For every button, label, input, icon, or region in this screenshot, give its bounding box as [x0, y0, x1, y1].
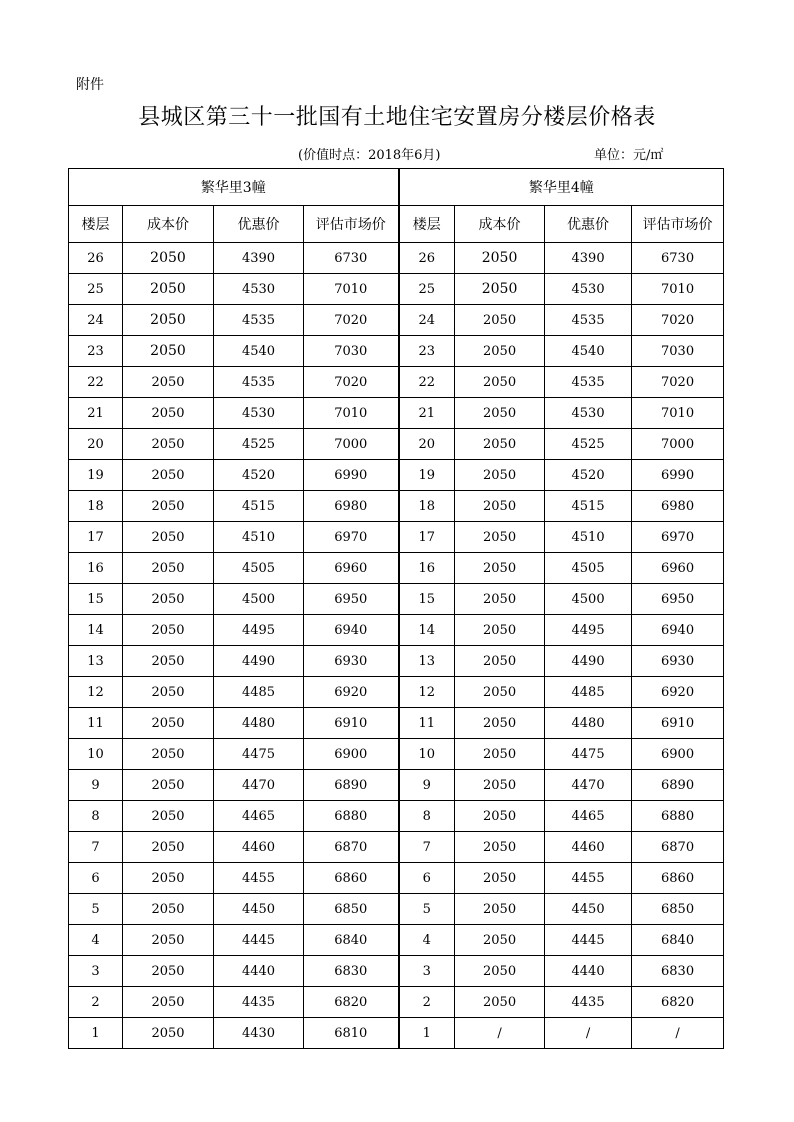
market-cell-right: 7010 [632, 274, 724, 305]
cost-cell-right: 2050 [455, 677, 545, 708]
market-cell-right: 6910 [632, 708, 724, 739]
table-row [69, 398, 724, 429]
discount-cell-right: 4535 [545, 367, 632, 398]
building-right-header: 繁华里4幢 [399, 169, 724, 206]
discount-cell-left: 4520 [214, 460, 304, 491]
market-cell-left: 6950 [304, 584, 399, 615]
market-cell-left: 6730 [304, 243, 399, 274]
market-cell-right: 7010 [632, 398, 724, 429]
table-row [69, 460, 724, 491]
floor-cell-left: 16 [69, 553, 123, 584]
floor-cell-right: 4 [399, 925, 455, 956]
discount-cell-left: 4435 [214, 987, 304, 1018]
cost-cell-right: 2050 [455, 956, 545, 987]
floor-cell-right: 26 [399, 243, 455, 274]
attachment-label: 附件 [76, 77, 104, 93]
cost-cell-left: 2050 [123, 801, 214, 832]
floor-cell-right: 6 [399, 863, 455, 894]
market-cell-left: 7010 [304, 274, 399, 305]
table-row [69, 863, 724, 894]
discount-cell-right: 4390 [545, 243, 632, 274]
cost-cell-right: 2050 [455, 739, 545, 770]
market-cell-left: 6810 [304, 1018, 399, 1049]
cost-cell-left: 2050 [123, 336, 214, 367]
floor-cell-left: 8 [69, 801, 123, 832]
floor-cell-right: 10 [399, 739, 455, 770]
discount-cell-right: 4485 [545, 677, 632, 708]
table-row [69, 1018, 724, 1049]
col-cost-right: 成本价 [455, 206, 545, 243]
market-cell-right: 6820 [632, 987, 724, 1018]
market-cell-left: 7020 [304, 367, 399, 398]
col-discount-left: 优惠价 [214, 206, 304, 243]
discount-cell-left: 4505 [214, 553, 304, 584]
market-cell-left: 6860 [304, 863, 399, 894]
col-market-left: 评估市场价 [304, 206, 399, 243]
cost-cell-right: 2050 [455, 894, 545, 925]
cost-cell-right: 2050 [455, 429, 545, 460]
floor-cell-left: 21 [69, 398, 123, 429]
market-cell-left: 6830 [304, 956, 399, 987]
floor-cell-right: 14 [399, 615, 455, 646]
market-cell-right: 6860 [632, 863, 724, 894]
table-row [69, 987, 724, 1018]
market-cell-right: 6990 [632, 460, 724, 491]
floor-cell-right: 5 [399, 894, 455, 925]
table-row [69, 677, 724, 708]
market-cell-right: 7020 [632, 367, 724, 398]
discount-cell-left: 4515 [214, 491, 304, 522]
cost-cell-right: 2050 [455, 522, 545, 553]
discount-cell-left: 4540 [214, 336, 304, 367]
discount-cell-left: 4535 [214, 305, 304, 336]
cost-cell-right: 2050 [455, 832, 545, 863]
market-cell-right: 6900 [632, 739, 724, 770]
cost-cell-left: 2050 [123, 832, 214, 863]
market-cell-left: 7020 [304, 305, 399, 336]
discount-cell-right: 4515 [545, 491, 632, 522]
floor-cell-right: 1 [399, 1018, 455, 1049]
discount-cell-right: 4540 [545, 336, 632, 367]
column-header-row [69, 206, 724, 243]
floor-cell-right: 15 [399, 584, 455, 615]
discount-cell-right: 4520 [545, 460, 632, 491]
discount-cell-left: 4460 [214, 832, 304, 863]
valuation-date: (价值时点：2018年6月) [298, 148, 441, 163]
discount-cell-right: 4530 [545, 398, 632, 429]
table-row [69, 739, 724, 770]
discount-cell-right: 4500 [545, 584, 632, 615]
cost-cell-right: 2050 [455, 646, 545, 677]
floor-cell-left: 20 [69, 429, 123, 460]
floor-cell-left: 4 [69, 925, 123, 956]
discount-cell-right: 4475 [545, 739, 632, 770]
cost-cell-left: 2050 [123, 429, 214, 460]
floor-cell-left: 5 [69, 894, 123, 925]
building-left-header: 繁华里3幢 [69, 169, 399, 206]
cost-cell-right: 2050 [455, 801, 545, 832]
market-cell-right: 6890 [632, 770, 724, 801]
table-row [69, 584, 724, 615]
table-row [69, 491, 724, 522]
floor-cell-right: 22 [399, 367, 455, 398]
market-cell-right: 6840 [632, 925, 724, 956]
floor-cell-right: 3 [399, 956, 455, 987]
market-cell-left: 6890 [304, 770, 399, 801]
discount-cell-right: 4530 [545, 274, 632, 305]
table-row [69, 522, 724, 553]
market-cell-left: 7030 [304, 336, 399, 367]
floor-cell-left: 12 [69, 677, 123, 708]
floor-cell-left: 14 [69, 615, 123, 646]
cost-cell-left: 2050 [123, 615, 214, 646]
market-cell-left: 6880 [304, 801, 399, 832]
floor-cell-right: 19 [399, 460, 455, 491]
floor-cell-right: 25 [399, 274, 455, 305]
table-row [69, 274, 724, 305]
col-floor-right: 楼层 [399, 206, 455, 243]
discount-cell-left: 4525 [214, 429, 304, 460]
discount-cell-right: 4480 [545, 708, 632, 739]
floor-cell-right: 11 [399, 708, 455, 739]
table-row [69, 367, 724, 398]
table-row [69, 894, 724, 925]
cost-cell-left: 2050 [123, 398, 214, 429]
floor-cell-left: 13 [69, 646, 123, 677]
market-cell-right: 6970 [632, 522, 724, 553]
market-cell-left: 6960 [304, 553, 399, 584]
floor-cell-right: 21 [399, 398, 455, 429]
discount-cell-right: 4435 [545, 987, 632, 1018]
market-cell-left: 6870 [304, 832, 399, 863]
cost-cell-left: 2050 [123, 243, 214, 274]
market-cell-right: 7000 [632, 429, 724, 460]
cost-cell-right: 2050 [455, 274, 545, 305]
market-cell-left: 7000 [304, 429, 399, 460]
market-cell-right: 7030 [632, 336, 724, 367]
floor-cell-left: 22 [69, 367, 123, 398]
cost-cell-left: 2050 [123, 1018, 214, 1049]
floor-cell-right: 16 [399, 553, 455, 584]
table-row [69, 305, 724, 336]
floor-cell-left: 6 [69, 863, 123, 894]
discount-cell-right: / [545, 1018, 632, 1049]
discount-cell-left: 4445 [214, 925, 304, 956]
floor-cell-right: 24 [399, 305, 455, 336]
market-cell-right: 6960 [632, 553, 724, 584]
market-cell-left: 6850 [304, 894, 399, 925]
cost-cell-left: 2050 [123, 305, 214, 336]
cost-cell-right: 2050 [455, 553, 545, 584]
cost-cell-right: 2050 [455, 615, 545, 646]
cost-cell-right: 2050 [455, 305, 545, 336]
discount-cell-left: 4455 [214, 863, 304, 894]
cost-cell-left: 2050 [123, 460, 214, 491]
cost-cell-left: 2050 [123, 367, 214, 398]
discount-cell-left: 4440 [214, 956, 304, 987]
cost-cell-left: 2050 [123, 708, 214, 739]
discount-cell-left: 4390 [214, 243, 304, 274]
discount-cell-right: 4450 [545, 894, 632, 925]
market-cell-left: 6940 [304, 615, 399, 646]
market-cell-right: 6920 [632, 677, 724, 708]
floor-cell-right: 20 [399, 429, 455, 460]
cost-cell-left: 2050 [123, 925, 214, 956]
market-cell-right: 6930 [632, 646, 724, 677]
market-cell-left: 6990 [304, 460, 399, 491]
cost-cell-left: 2050 [123, 863, 214, 894]
cost-cell-left: 2050 [123, 956, 214, 987]
discount-cell-right: 4470 [545, 770, 632, 801]
discount-cell-left: 4510 [214, 522, 304, 553]
market-cell-right: 6870 [632, 832, 724, 863]
floor-cell-right: 23 [399, 336, 455, 367]
cost-cell-right: / [455, 1018, 545, 1049]
table-row [69, 336, 724, 367]
discount-cell-right: 4525 [545, 429, 632, 460]
market-cell-right: 6730 [632, 243, 724, 274]
table-row [69, 646, 724, 677]
table-row [69, 429, 724, 460]
discount-cell-left: 4475 [214, 739, 304, 770]
floor-cell-right: 7 [399, 832, 455, 863]
cost-cell-left: 2050 [123, 739, 214, 770]
floor-cell-right: 2 [399, 987, 455, 1018]
table-row [69, 956, 724, 987]
market-cell-right: 6830 [632, 956, 724, 987]
market-cell-right: 6880 [632, 801, 724, 832]
cost-cell-left: 2050 [123, 646, 214, 677]
discount-cell-right: 4495 [545, 615, 632, 646]
floor-cell-right: 18 [399, 491, 455, 522]
market-cell-left: 6900 [304, 739, 399, 770]
discount-cell-left: 4430 [214, 1018, 304, 1049]
market-cell-left: 6820 [304, 987, 399, 1018]
floor-cell-left: 19 [69, 460, 123, 491]
market-cell-right: 7020 [632, 305, 724, 336]
discount-cell-right: 4505 [545, 553, 632, 584]
cost-cell-left: 2050 [123, 987, 214, 1018]
market-cell-right: / [632, 1018, 724, 1049]
table-row [69, 925, 724, 956]
floor-cell-left: 7 [69, 832, 123, 863]
table-row [69, 708, 724, 739]
market-cell-left: 6980 [304, 491, 399, 522]
col-market-right: 评估市场价 [632, 206, 724, 243]
building-header-row [69, 169, 724, 206]
discount-cell-right: 4460 [545, 832, 632, 863]
cost-cell-left: 2050 [123, 274, 214, 305]
floor-cell-left: 2 [69, 987, 123, 1018]
table-row [69, 615, 724, 646]
cost-cell-right: 2050 [455, 708, 545, 739]
floor-cell-left: 1 [69, 1018, 123, 1049]
cost-cell-left: 2050 [123, 894, 214, 925]
floor-cell-left: 18 [69, 491, 123, 522]
floor-cell-left: 15 [69, 584, 123, 615]
market-cell-right: 6950 [632, 584, 724, 615]
discount-cell-right: 4440 [545, 956, 632, 987]
discount-cell-left: 4495 [214, 615, 304, 646]
market-cell-right: 6850 [632, 894, 724, 925]
discount-cell-right: 4510 [545, 522, 632, 553]
discount-cell-left: 4480 [214, 708, 304, 739]
floor-cell-left: 11 [69, 708, 123, 739]
discount-cell-left: 4530 [214, 398, 304, 429]
cost-cell-right: 2050 [455, 925, 545, 956]
floor-cell-left: 26 [69, 243, 123, 274]
cost-cell-right: 2050 [455, 367, 545, 398]
market-cell-left: 6920 [304, 677, 399, 708]
floor-cell-left: 10 [69, 739, 123, 770]
market-cell-right: 6980 [632, 491, 724, 522]
cost-cell-left: 2050 [123, 553, 214, 584]
discount-cell-right: 4490 [545, 646, 632, 677]
cost-cell-right: 2050 [455, 243, 545, 274]
table-row [69, 770, 724, 801]
discount-cell-right: 4535 [545, 305, 632, 336]
unit-label: 单位：元/㎡ [594, 148, 664, 163]
page-title: 县城区第三十一批国有土地住宅安置房分楼层价格表 [138, 105, 656, 130]
table-row [69, 553, 724, 584]
floor-cell-right: 9 [399, 770, 455, 801]
discount-cell-left: 4465 [214, 801, 304, 832]
cost-cell-right: 2050 [455, 336, 545, 367]
discount-cell-right: 4445 [545, 925, 632, 956]
cost-cell-right: 2050 [455, 398, 545, 429]
table-row [69, 801, 724, 832]
discount-cell-left: 4450 [214, 894, 304, 925]
market-cell-left: 6970 [304, 522, 399, 553]
market-cell-right: 6940 [632, 615, 724, 646]
table-body [69, 243, 724, 1049]
discount-cell-left: 4490 [214, 646, 304, 677]
col-floor-left: 楼层 [69, 206, 123, 243]
floor-cell-left: 23 [69, 336, 123, 367]
floor-cell-right: 8 [399, 801, 455, 832]
discount-cell-left: 4535 [214, 367, 304, 398]
discount-cell-right: 4465 [545, 801, 632, 832]
cost-cell-left: 2050 [123, 491, 214, 522]
col-cost-left: 成本价 [123, 206, 214, 243]
cost-cell-right: 2050 [455, 863, 545, 894]
cost-cell-right: 2050 [455, 460, 545, 491]
discount-cell-left: 4500 [214, 584, 304, 615]
market-cell-left: 7010 [304, 398, 399, 429]
floor-cell-left: 17 [69, 522, 123, 553]
floor-cell-left: 9 [69, 770, 123, 801]
cost-cell-left: 2050 [123, 770, 214, 801]
cost-cell-right: 2050 [455, 584, 545, 615]
floor-cell-right: 13 [399, 646, 455, 677]
discount-cell-left: 4530 [214, 274, 304, 305]
floor-cell-right: 17 [399, 522, 455, 553]
table-row [69, 243, 724, 274]
discount-cell-right: 4455 [545, 863, 632, 894]
discount-cell-left: 4470 [214, 770, 304, 801]
cost-cell-right: 2050 [455, 987, 545, 1018]
price-table [68, 168, 724, 1049]
floor-cell-left: 3 [69, 956, 123, 987]
table-row [69, 832, 724, 863]
market-cell-left: 6910 [304, 708, 399, 739]
floor-cell-left: 25 [69, 274, 123, 305]
cost-cell-right: 2050 [455, 770, 545, 801]
floor-cell-left: 24 [69, 305, 123, 336]
cost-cell-left: 2050 [123, 522, 214, 553]
discount-cell-left: 4485 [214, 677, 304, 708]
cost-cell-left: 2050 [123, 677, 214, 708]
cost-cell-left: 2050 [123, 584, 214, 615]
market-cell-left: 6840 [304, 925, 399, 956]
market-cell-left: 6930 [304, 646, 399, 677]
floor-cell-right: 12 [399, 677, 455, 708]
col-discount-right: 优惠价 [545, 206, 632, 243]
cost-cell-right: 2050 [455, 491, 545, 522]
